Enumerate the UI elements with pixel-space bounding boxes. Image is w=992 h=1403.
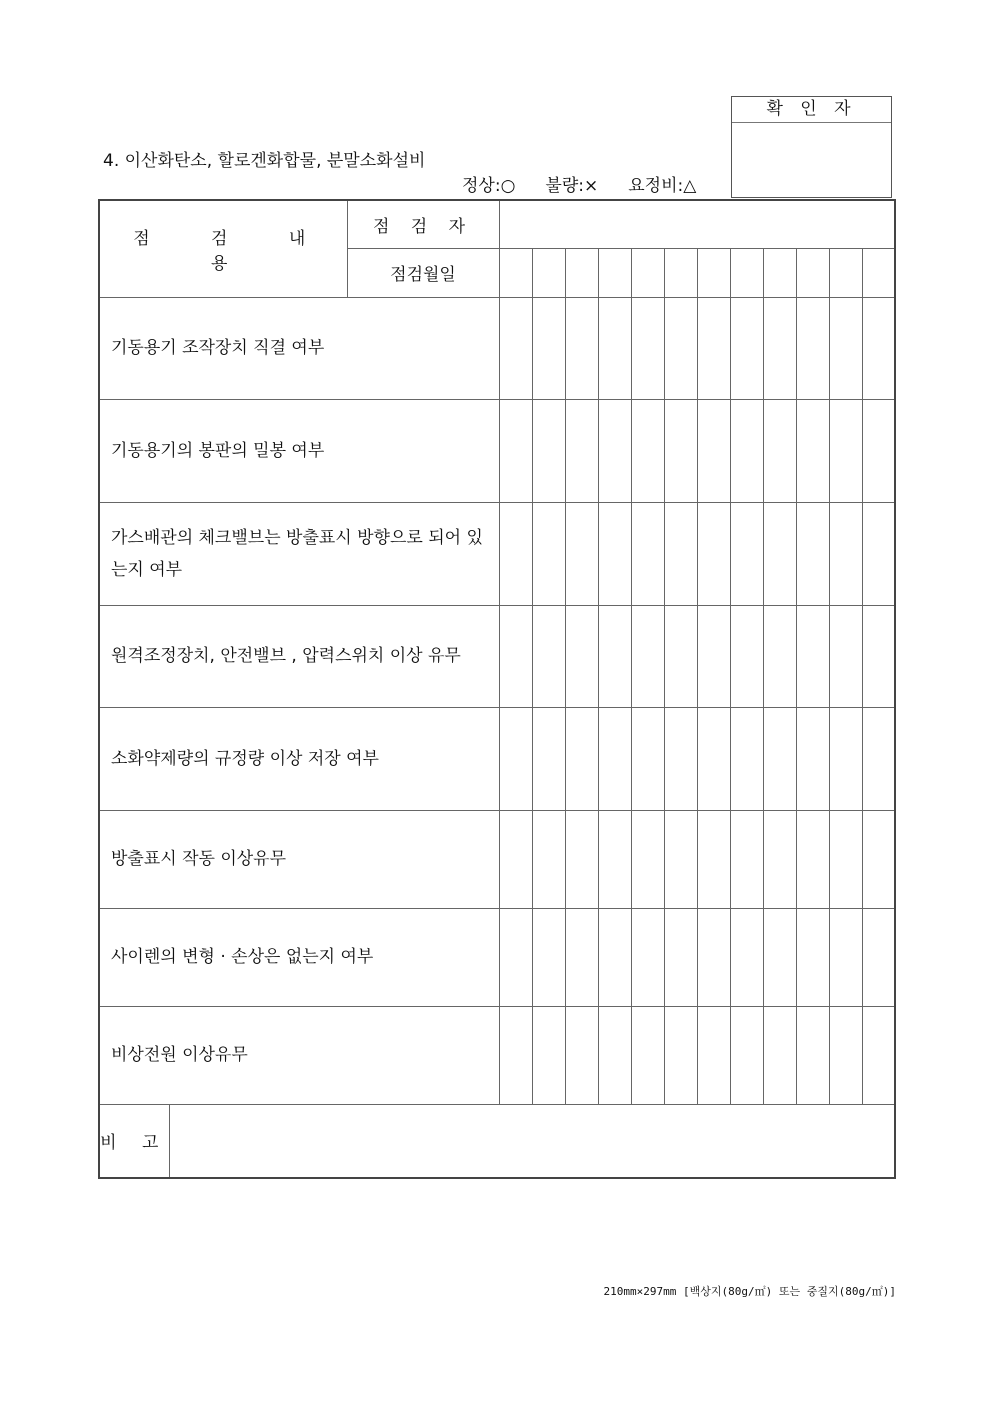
check-cell[interactable] bbox=[631, 707, 664, 810]
check-cell[interactable] bbox=[697, 1006, 730, 1104]
check-cell[interactable] bbox=[730, 399, 763, 502]
check-cell[interactable] bbox=[730, 908, 763, 1006]
check-cell[interactable] bbox=[862, 297, 895, 399]
check-cell[interactable] bbox=[829, 1006, 862, 1104]
date-cell[interactable] bbox=[730, 248, 763, 297]
check-cell[interactable] bbox=[499, 502, 532, 605]
check-cell[interactable] bbox=[697, 399, 730, 502]
check-cell[interactable] bbox=[763, 502, 796, 605]
check-cell[interactable] bbox=[763, 810, 796, 908]
header-row bbox=[99, 200, 895, 248]
check-cell[interactable] bbox=[631, 399, 664, 502]
check-cell[interactable] bbox=[730, 297, 763, 399]
check-item-row bbox=[99, 810, 895, 908]
check-cell[interactable] bbox=[796, 908, 829, 1006]
check-cell[interactable] bbox=[664, 810, 697, 908]
check-cell[interactable] bbox=[763, 399, 796, 502]
check-cell[interactable] bbox=[499, 297, 532, 399]
inspector-field[interactable] bbox=[499, 200, 895, 248]
check-item-row bbox=[99, 707, 895, 810]
check-cell[interactable] bbox=[598, 605, 631, 707]
confirmer-box bbox=[731, 96, 892, 198]
check-cell[interactable] bbox=[532, 1006, 565, 1104]
date-cell[interactable] bbox=[763, 248, 796, 297]
check-cell[interactable] bbox=[697, 297, 730, 399]
check-cell[interactable] bbox=[631, 1006, 664, 1104]
check-cell[interactable] bbox=[862, 908, 895, 1006]
check-cell[interactable] bbox=[763, 1006, 796, 1104]
check-cell[interactable] bbox=[565, 605, 598, 707]
check-cell[interactable] bbox=[697, 502, 730, 605]
check-cell[interactable] bbox=[565, 810, 598, 908]
check-item-label: 사이렌의 변형 · 손상은 없는지 여부 bbox=[99, 908, 499, 1006]
check-cell[interactable] bbox=[499, 605, 532, 707]
check-cell[interactable] bbox=[829, 605, 862, 707]
check-cell[interactable] bbox=[796, 1006, 829, 1104]
check-cell[interactable] bbox=[697, 908, 730, 1006]
check-cell[interactable] bbox=[796, 810, 829, 908]
check-cell[interactable] bbox=[598, 908, 631, 1006]
inspection-table bbox=[98, 199, 896, 1179]
date-cell[interactable] bbox=[664, 248, 697, 297]
check-cell[interactable] bbox=[565, 502, 598, 605]
legend-defect: 불량:× bbox=[545, 176, 599, 196]
check-cell[interactable] bbox=[631, 810, 664, 908]
check-cell[interactable] bbox=[697, 707, 730, 810]
check-item-row bbox=[99, 908, 895, 1006]
check-cell[interactable] bbox=[796, 297, 829, 399]
legend-repair: 요정비:△ bbox=[628, 176, 697, 196]
check-cell[interactable] bbox=[664, 707, 697, 810]
date-cell[interactable] bbox=[598, 248, 631, 297]
check-cell[interactable] bbox=[565, 297, 598, 399]
check-cell[interactable] bbox=[532, 502, 565, 605]
check-item-label: 방출표시 작동 이상유무 bbox=[99, 810, 499, 908]
check-cell[interactable] bbox=[598, 297, 631, 399]
check-cell[interactable] bbox=[499, 810, 532, 908]
content-header: 점 검 내 용 bbox=[99, 200, 347, 297]
check-item-row bbox=[99, 502, 895, 605]
date-cell[interactable] bbox=[862, 248, 895, 297]
check-cell[interactable] bbox=[730, 605, 763, 707]
check-cell[interactable] bbox=[829, 502, 862, 605]
check-item-row bbox=[99, 297, 895, 399]
check-cell[interactable] bbox=[730, 502, 763, 605]
check-item-label: 소화약제량의 규정량 이상 저장 여부 bbox=[99, 707, 499, 810]
check-cell[interactable] bbox=[565, 707, 598, 810]
check-cell[interactable] bbox=[532, 707, 565, 810]
check-cell[interactable] bbox=[796, 399, 829, 502]
check-cell[interactable] bbox=[796, 707, 829, 810]
check-cell[interactable] bbox=[565, 1006, 598, 1104]
note-label: 비 고 bbox=[99, 1104, 169, 1178]
check-cell[interactable] bbox=[730, 810, 763, 908]
check-cell[interactable] bbox=[829, 810, 862, 908]
confirmer-signature-field[interactable] bbox=[732, 123, 891, 198]
check-cell[interactable] bbox=[763, 297, 796, 399]
check-cell[interactable] bbox=[862, 810, 895, 908]
inspector-label: 점 검 자 bbox=[347, 200, 499, 248]
check-cell[interactable] bbox=[532, 810, 565, 908]
check-cell[interactable] bbox=[565, 399, 598, 502]
date-cell[interactable] bbox=[499, 248, 532, 297]
check-item-label: 기동용기의 봉판의 밀봉 여부 bbox=[99, 399, 499, 502]
check-cell[interactable] bbox=[697, 810, 730, 908]
note-row bbox=[99, 1104, 895, 1178]
check-cell[interactable] bbox=[730, 707, 763, 810]
check-cell[interactable] bbox=[598, 810, 631, 908]
date-cell[interactable] bbox=[631, 248, 664, 297]
check-cell[interactable] bbox=[862, 502, 895, 605]
check-cell[interactable] bbox=[532, 605, 565, 707]
check-cell[interactable] bbox=[532, 297, 565, 399]
check-cell[interactable] bbox=[697, 605, 730, 707]
legend bbox=[462, 171, 696, 196]
check-item-row bbox=[99, 1006, 895, 1104]
date-cell[interactable] bbox=[829, 248, 862, 297]
confirmer-label: 확 인 자 bbox=[732, 97, 891, 123]
check-cell[interactable] bbox=[862, 1006, 895, 1104]
check-cell[interactable] bbox=[664, 1006, 697, 1104]
paper-spec-footer: 210mm×297mm [백상지(80g/㎡) 또는 중질지(80g/㎡)] bbox=[603, 1285, 896, 1298]
check-cell[interactable] bbox=[664, 297, 697, 399]
date-label: 점검월일 bbox=[347, 248, 499, 297]
check-item-label: 비상전원 이상유무 bbox=[99, 1006, 499, 1104]
check-cell[interactable] bbox=[664, 399, 697, 502]
check-cell[interactable] bbox=[598, 399, 631, 502]
check-cell[interactable] bbox=[631, 502, 664, 605]
form-heading: 4. 이산화탄소, 할로겐화합물, 분말소화설비 bbox=[103, 151, 426, 171]
check-cell[interactable] bbox=[631, 297, 664, 399]
check-cell[interactable] bbox=[862, 399, 895, 502]
check-cell[interactable] bbox=[829, 297, 862, 399]
check-cell[interactable] bbox=[730, 1006, 763, 1104]
check-cell[interactable] bbox=[499, 1006, 532, 1104]
check-cell[interactable] bbox=[598, 707, 631, 810]
check-item-row bbox=[99, 605, 895, 707]
check-cell[interactable] bbox=[664, 502, 697, 605]
check-cell[interactable] bbox=[796, 605, 829, 707]
check-cell[interactable] bbox=[763, 707, 796, 810]
check-cell[interactable] bbox=[796, 502, 829, 605]
check-cell[interactable] bbox=[829, 399, 862, 502]
check-cell[interactable] bbox=[763, 908, 796, 1006]
check-cell[interactable] bbox=[631, 908, 664, 1006]
check-cell[interactable] bbox=[829, 908, 862, 1006]
check-item-row bbox=[99, 399, 895, 502]
note-field[interactable] bbox=[169, 1104, 895, 1178]
check-cell[interactable] bbox=[763, 605, 796, 707]
check-cell[interactable] bbox=[862, 707, 895, 810]
legend-normal: 정상:○ bbox=[462, 176, 516, 196]
check-cell[interactable] bbox=[598, 502, 631, 605]
check-cell[interactable] bbox=[829, 707, 862, 810]
check-item-label: 원격조정장치, 안전밸브 , 압력스위치 이상 유무 bbox=[99, 605, 499, 707]
check-cell[interactable] bbox=[565, 908, 598, 1006]
date-cell[interactable] bbox=[697, 248, 730, 297]
date-cell[interactable] bbox=[796, 248, 829, 297]
check-cell[interactable] bbox=[499, 399, 532, 502]
check-cell[interactable] bbox=[499, 908, 532, 1006]
check-cell[interactable] bbox=[499, 707, 532, 810]
check-cell[interactable] bbox=[664, 605, 697, 707]
check-cell[interactable] bbox=[862, 605, 895, 707]
check-item-label: 가스배관의 체크밸브는 방출표시 방향으로 되어 있는지 여부 bbox=[99, 502, 499, 605]
date-cell[interactable] bbox=[565, 248, 598, 297]
check-cell[interactable] bbox=[664, 908, 697, 1006]
check-cell[interactable] bbox=[532, 399, 565, 502]
check-item-label: 기동용기 조작장치 직결 여부 bbox=[99, 297, 499, 399]
check-cell[interactable] bbox=[631, 605, 664, 707]
date-cell[interactable] bbox=[532, 248, 565, 297]
check-cell[interactable] bbox=[598, 1006, 631, 1104]
check-cell[interactable] bbox=[532, 908, 565, 1006]
